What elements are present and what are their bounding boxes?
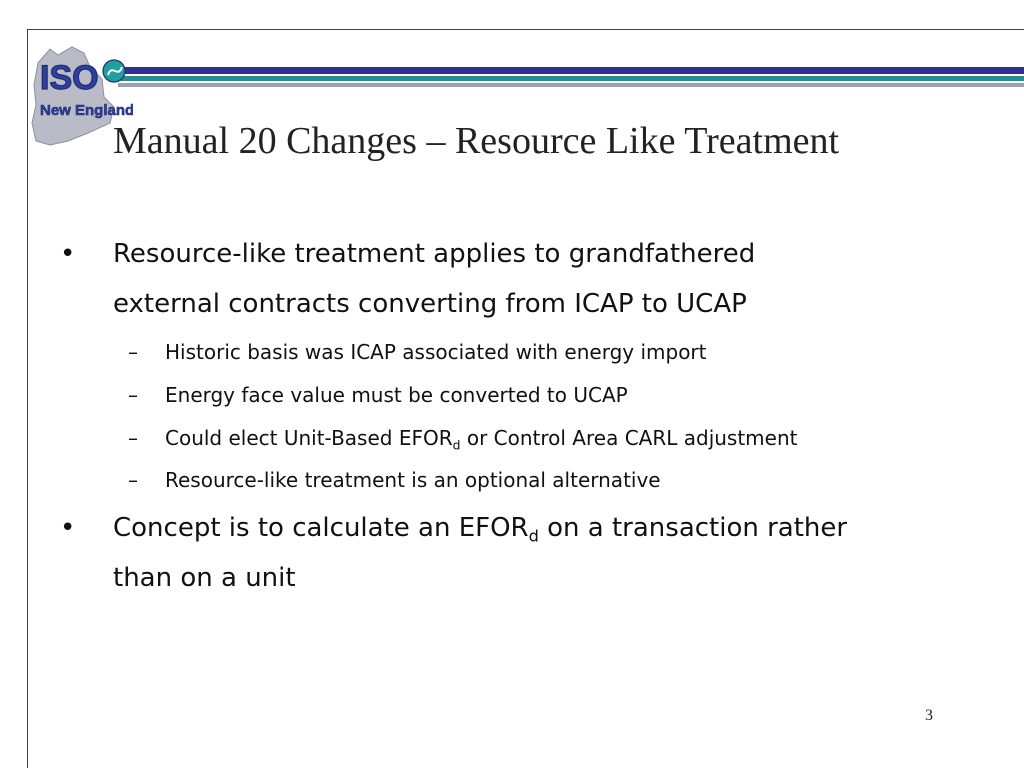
bullet-1-line-2: external contracts converting from ICAP to UCAP [113, 289, 747, 319]
bullet-2-line-1 [113, 503, 993, 553]
page-number: 3 [925, 707, 933, 724]
bullet-2-text [113, 503, 993, 603]
sub-bullet-1-text: Historic basis was ICAP associated with energy import [165, 340, 707, 364]
bullet-mark: • [60, 239, 76, 269]
header-stripes [118, 67, 1024, 89]
logo-text-new-england: New England [40, 102, 133, 119]
bullet-mark: • [60, 513, 76, 543]
slide-title: Manual 20 Changes – Resource Like Treatment [113, 120, 840, 162]
slide-border-top [27, 29, 1024, 30]
sub-bullet-3-text [165, 424, 1005, 452]
sub-bullet-4-text: Resource-like treatment is an optional alternative [165, 468, 661, 492]
dash-mark: – [128, 426, 138, 450]
bullet-2-line-1-before: Concept is to calculate an EFOR [113, 513, 529, 543]
stripe-gray [118, 83, 1024, 87]
dash-mark: – [128, 383, 138, 407]
dash-mark: – [128, 340, 138, 364]
bullet-2-line-2: than on a unit [113, 563, 296, 593]
efor-subscript: d [528, 526, 539, 546]
stripe-navy [118, 67, 1024, 74]
bullet-2-line-1-after: on a transaction rather [538, 513, 848, 543]
bullet-1-line-1: Resource-like treatment applies to grandfathered [113, 239, 756, 269]
sub-bullet-3-after: or Control Area CARL adjustment [460, 426, 798, 450]
sub-bullet-2-text: Energy face value must be converted to UCAP [165, 383, 628, 407]
bullet-1-text [113, 229, 993, 329]
stripe-teal [118, 76, 1024, 81]
dash-mark: – [128, 468, 138, 492]
efor-subscript: d [452, 437, 461, 453]
logo-text-iso: ISO [40, 59, 99, 97]
sub-bullet-3-before: Could elect Unit-Based EFOR [165, 426, 453, 450]
